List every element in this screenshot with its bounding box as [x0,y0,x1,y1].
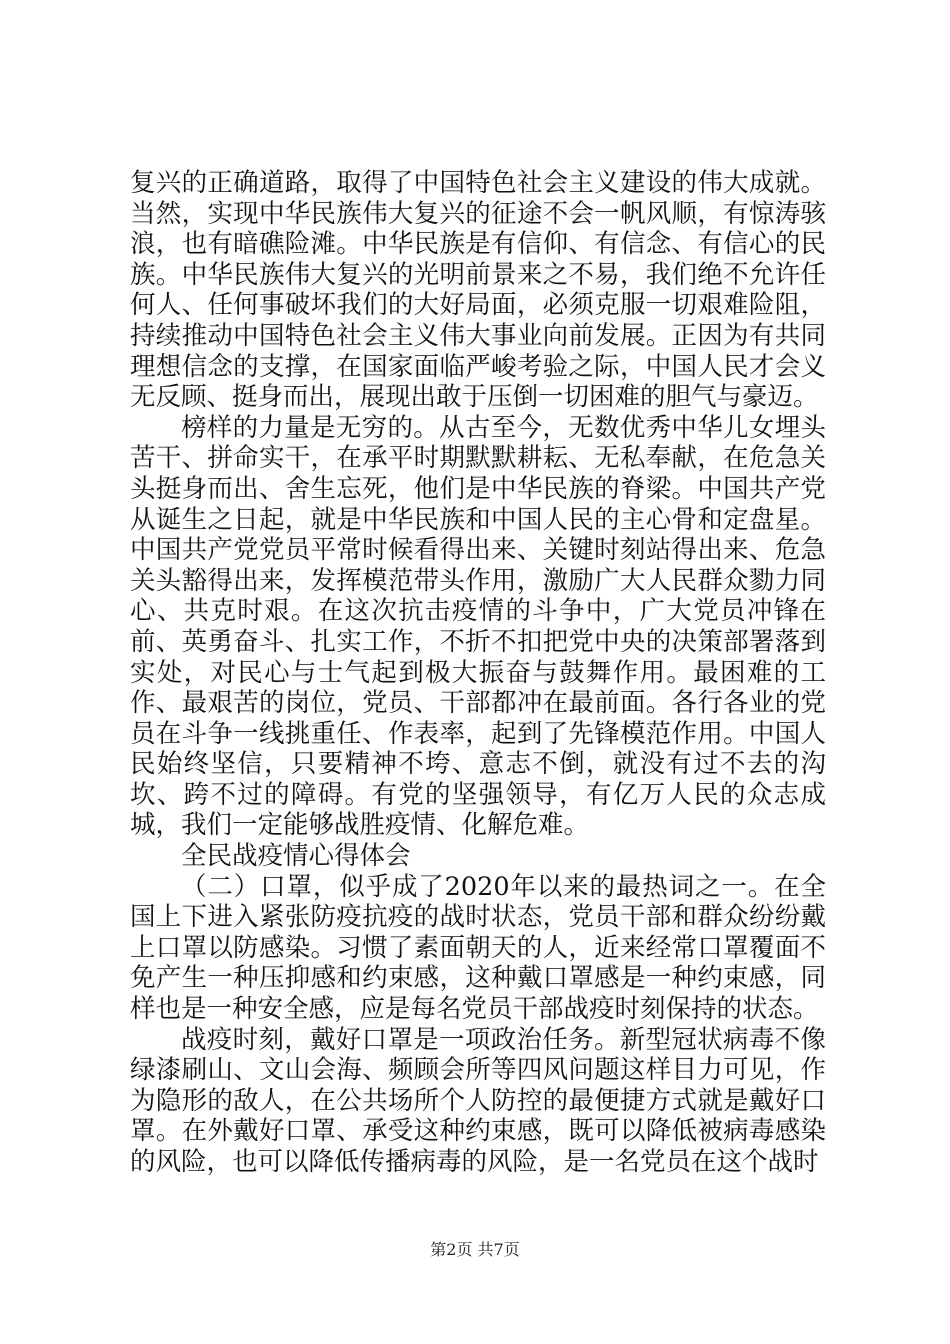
paragraph-4: 战疫时刻，戴好口罩是一项政治任务。新型冠状病毒不像绿漆刷山、文山会海、频顾会所等四风问题这样目力可见，作为隐形的敌人，在公共场所个人防控的最便捷方式就是戴好口罩。在外戴好口罩、承受这种约束感，既可以降低被病毒感染的风险，也可以降低传播病毒的风险，是一名党员在这个战时 [130,1024,826,1177]
section-heading: 全民战疫情心得体会 [181,841,411,872]
document-body [130,168,826,1178]
paragraph-3: （二）口罩，似乎成了2020年以来的最热词之一。在全国上下进入紧张防疫抗疫的战时状态，党员干部和群众纷纷戴上口罩以防感染。习惯了素面朝天的人，近来经常口罩覆面不免产生一种压抑感和约束感，这种戴口罩感是一种约束感，同样也是一种安全感，应是每名党员干部战疫时刻保持的状态。 [130,871,826,1025]
paragraph-2: 榜样的力量是无穷的。从古至今，无数优秀中华儿女埋头苦干、拼命实干，在承平时期默默耕耘、无私奉献，在危急关头挺身而出、舍生忘死，他们是中华民族的脊梁。中国共产党从诞生之日起，就是中华民族和中国人民的主心骨和定盘星。中国共产党党员平常时候看得出来、关键时刻站得出来、危急关头豁得出来，发挥模范带头作用，激励广大人民群众勠力同心、共克时艰。在这次抗击疫情的斗争中，广大党员冲锋在前、英勇奋斗、扎实工作，不折不扣把党中央的决策部署落到实处，对民心与士气起到极大振奋与鼓舞作用。最困难的工作、最艰苦的岗位，党员、干部都冲在最前面。各行各业的党员在斗争一线挑重任、作表率，起到了先锋模范作用。中国人民始终坚信，只要精神不垮、意志不倒，就没有过不去的沟坎、跨不过的障碍。有党的坚强领导，有亿万人民的众志成城，我们一定能够战胜疫情、化解危难。 [130,412,826,841]
page-number-footer: 第2页 共7页 [430,1240,520,1259]
paragraph-1: 复兴的正确道路，取得了中国特色社会主义建设的伟大成就。当然，实现中华民族伟大复兴的征途不会一帆风顺，有惊涛骇浪，也有暗礁险滩。中华民族是有信仰、有信念、有信心的民族。中华民族伟大复兴的光明前景来之不易，我们绝不允许任何人、任何事破坏我们的大好局面，必须克服一切艰难险阻，持续推动中国特色社会主义伟大事业向前发展。正因为有共同理想信念的支撑，在国家面临严峻考验之际，中国人民才会义无反顾、挺身而出，展现出敢于压倒一切困难的胆气与豪迈。 [130,168,826,413]
